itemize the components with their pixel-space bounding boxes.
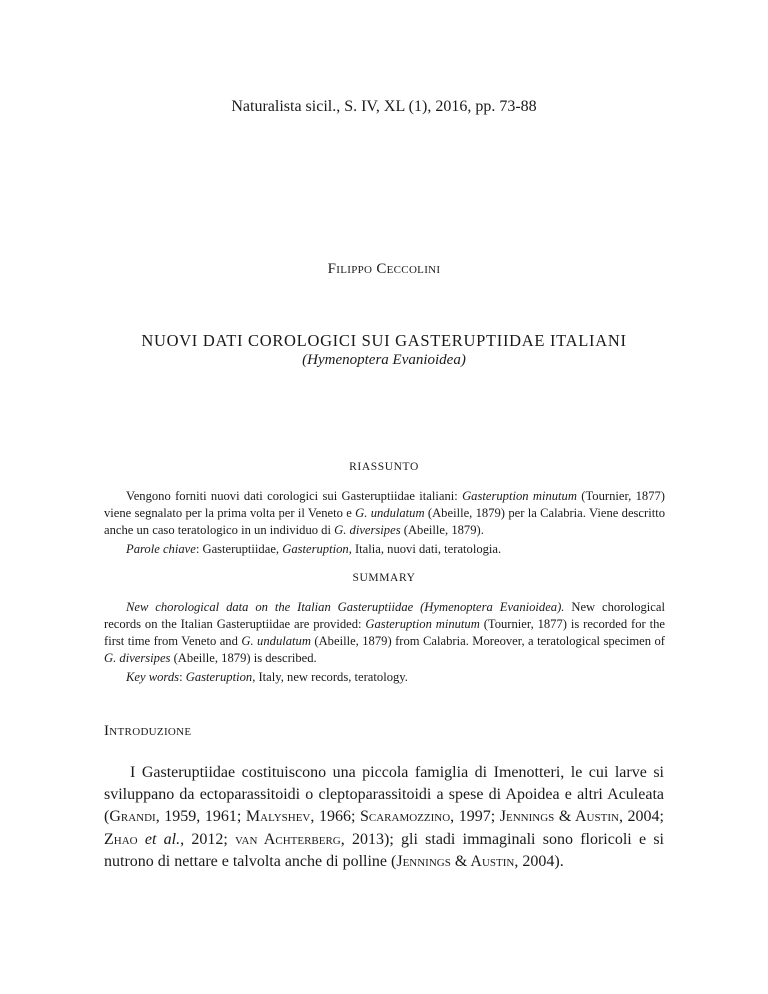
article-subtitle: (Hymenoptera Evanioidea) [302, 352, 466, 368]
journal-citation: Naturalista sicil., S. IV, XL (1), 2016, pp. 73-88 [231, 98, 537, 115]
riassunto-heading: RIASSUNTO [349, 461, 419, 473]
summary-paragraph: New chorological data on the Italian Gasteruptiidae (Hymenoptera Evanioidea). New chorological records on the Italian Gasteruptiidae are provided: Gasteruption minutum (Tournier, 1877) is recorded for the first time from Veneto and G. undulatum (Abeille, 1879) from Calabria. Moreover, a teratological specimen of G. diversipes (Abeille, 1879) is described. [104, 600, 665, 665]
riassunto-paragraph: Vengono forniti nuovi dati corologici sui Gasteruptiidae italiani: Gasteruption minutum (Tournier, 1877) viene segnalato per la prima volta per il Veneto e G. undulatum (Abeille, 1879) per la Calabria. Viene descritto anche un caso teratologico in un individuo di G. diversipes (Abeille, 1879). [104, 489, 666, 537]
author-name: Filippo Ceccolini [327, 261, 441, 277]
introduzione-paragraph: I Gasteruptiidae costituiscono una piccola famiglia di Imenotteri, le cui larve si sviluppano da ectoparassitoidi o cleptoparassitoidi a spese di Apoidea e altri Aculeata (Grandi, 1959, 1961; Malyshev, 1966; Scaramozzino, 1997; Jennings & Austin, 2004; Zhao et al., 2012; van Achterberg, 2013); gli stadi immaginali sono floricoli e si nutrono di nettare e talvolta anche di polline (Jennings & Austin, 2004). [104, 764, 665, 870]
summary-heading: SUMMARY [352, 572, 416, 584]
article-title: NUOVI DATI COROLOGICI SUI GASTERUPTIIDAE ITALIANI [141, 331, 627, 350]
parole-chiave: Parole chiave: Gasteruptiidae, Gasteruption, Italia, nuovi dati, teratologia. [126, 542, 502, 556]
key-words: Key words: Gasteruption, Italy, new records, teratology. [126, 670, 408, 684]
introduzione-heading: Introduzione [104, 723, 192, 739]
